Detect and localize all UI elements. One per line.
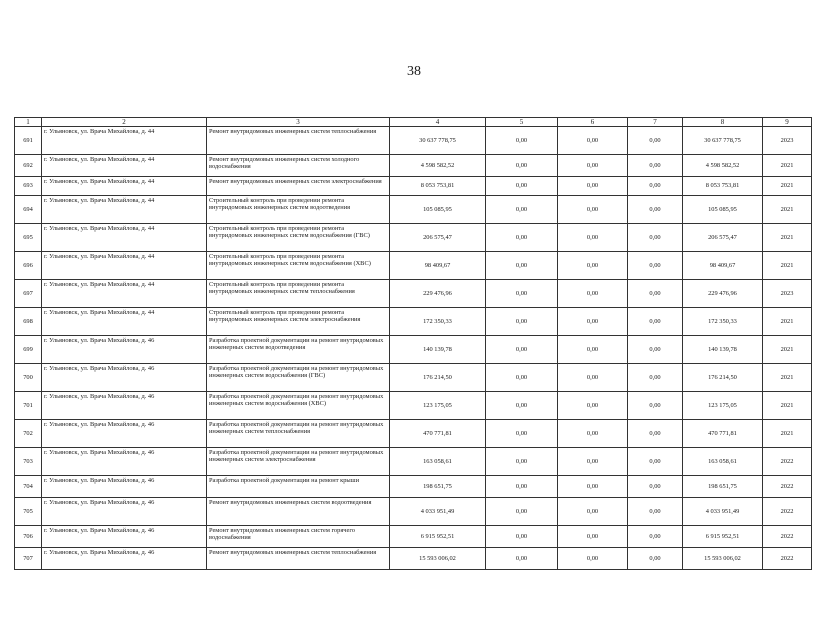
col6-cell: 0,00	[558, 420, 628, 448]
row-number: 705	[15, 498, 42, 526]
header-cell: 9	[763, 118, 812, 127]
year-cell: 2021	[763, 252, 812, 280]
capital-repair-table	[14, 117, 812, 570]
address-cell: г. Ульяновск, ул. Врача Михайлова, д. 46	[42, 548, 207, 570]
header-row	[15, 118, 812, 127]
address-cell: г. Ульяновск, ул. Врача Михайлова, д. 44	[42, 196, 207, 224]
work-type-cell: Ремонт внутридомовых инженерных систем холодного водоснабжения	[207, 155, 390, 177]
col7-cell: 0,00	[628, 224, 683, 252]
col5-cell: 0,00	[486, 420, 558, 448]
year-cell: 2021	[763, 177, 812, 196]
col7-cell: 0,00	[628, 177, 683, 196]
col7-cell: 0,00	[628, 127, 683, 155]
col5-cell: 0,00	[486, 476, 558, 498]
table-row	[15, 308, 812, 336]
row-number: 699	[15, 336, 42, 364]
address-cell: г. Ульяновск, ул. Врача Михайлова, д. 46	[42, 448, 207, 476]
work-type-cell: Разработка проектной документации на ремонт внутридомовых инженерных систем водоснабжения (ХВС)	[207, 392, 390, 420]
table-row	[15, 224, 812, 252]
col8-cell: 8 053 753,81	[683, 177, 763, 196]
table-row	[15, 526, 812, 548]
total-cost-cell: 163 058,61	[390, 448, 486, 476]
total-cost-cell: 6 915 952,51	[390, 526, 486, 548]
col7-cell: 0,00	[628, 196, 683, 224]
col8-cell: 163 058,61	[683, 448, 763, 476]
row-number: 702	[15, 420, 42, 448]
total-cost-cell: 8 053 753,81	[390, 177, 486, 196]
col6-cell: 0,00	[558, 155, 628, 177]
col6-cell: 0,00	[558, 224, 628, 252]
year-cell: 2022	[763, 548, 812, 570]
address-cell: г. Ульяновск, ул. Врача Михайлова, д. 44	[42, 177, 207, 196]
address-cell: г. Ульяновск, ул. Врача Михайлова, д. 44	[42, 224, 207, 252]
address-cell: г. Ульяновск, ул. Врача Михайлова, д. 44	[42, 308, 207, 336]
table-row	[15, 498, 812, 526]
table-row	[15, 155, 812, 177]
col8-cell: 206 575,47	[683, 224, 763, 252]
work-type-cell: Строительный контроль при проведении ремонта внутридомовых инженерных систем теплоснабжения	[207, 280, 390, 308]
table-row	[15, 177, 812, 196]
col8-cell: 15 593 006,02	[683, 548, 763, 570]
work-type-cell: Строительный контроль при проведении ремонта внутридомовых инженерных систем водоотведения	[207, 196, 390, 224]
total-cost-cell: 172 350,33	[390, 308, 486, 336]
work-type-cell: Строительный контроль при проведении ремонта внутридомовых инженерных систем электроснабжения	[207, 308, 390, 336]
col5-cell: 0,00	[486, 364, 558, 392]
header-cell: 6	[558, 118, 628, 127]
total-cost-cell: 123 175,05	[390, 392, 486, 420]
col6-cell: 0,00	[558, 177, 628, 196]
table-row	[15, 476, 812, 498]
col8-cell: 470 771,81	[683, 420, 763, 448]
col6-cell: 0,00	[558, 336, 628, 364]
row-number: 694	[15, 196, 42, 224]
col7-cell: 0,00	[628, 548, 683, 570]
row-number: 695	[15, 224, 42, 252]
address-cell: г. Ульяновск, ул. Врача Михайлова, д. 46	[42, 526, 207, 548]
row-number: 696	[15, 252, 42, 280]
address-cell: г. Ульяновск, ул. Врача Михайлова, д. 44	[42, 155, 207, 177]
col6-cell: 0,00	[558, 392, 628, 420]
col7-cell: 0,00	[628, 448, 683, 476]
col8-cell: 176 214,50	[683, 364, 763, 392]
table-row	[15, 252, 812, 280]
col5-cell: 0,00	[486, 308, 558, 336]
address-cell: г. Ульяновск, ул. Врача Михайлова, д. 46	[42, 498, 207, 526]
table-row	[15, 392, 812, 420]
address-cell: г. Ульяновск, ул. Врача Михайлова, д. 44	[42, 280, 207, 308]
table-body	[15, 118, 812, 570]
total-cost-cell: 4 598 582,52	[390, 155, 486, 177]
year-cell: 2023	[763, 127, 812, 155]
header-cell: 3	[207, 118, 390, 127]
col7-cell: 0,00	[628, 498, 683, 526]
work-type-cell: Разработка проектной документации на ремонт внутридомовых инженерных систем водоотведения	[207, 336, 390, 364]
col7-cell: 0,00	[628, 336, 683, 364]
year-cell: 2021	[763, 420, 812, 448]
table-row	[15, 364, 812, 392]
year-cell: 2021	[763, 336, 812, 364]
col5-cell: 0,00	[486, 548, 558, 570]
table-row	[15, 196, 812, 224]
col6-cell: 0,00	[558, 448, 628, 476]
year-cell: 2021	[763, 155, 812, 177]
work-type-cell: Ремонт внутридомовых инженерных систем электроснабжения	[207, 177, 390, 196]
col5-cell: 0,00	[486, 280, 558, 308]
year-cell: 2021	[763, 196, 812, 224]
col7-cell: 0,00	[628, 364, 683, 392]
total-cost-cell: 4 033 951,49	[390, 498, 486, 526]
total-cost-cell: 198 651,75	[390, 476, 486, 498]
col8-cell: 229 476,96	[683, 280, 763, 308]
total-cost-cell: 98 409,67	[390, 252, 486, 280]
row-number: 691	[15, 127, 42, 155]
col6-cell: 0,00	[558, 196, 628, 224]
row-number: 700	[15, 364, 42, 392]
col6-cell: 0,00	[558, 476, 628, 498]
year-cell: 2023	[763, 280, 812, 308]
work-type-cell: Ремонт внутридомовых инженерных систем теплоснабжения	[207, 548, 390, 570]
col7-cell: 0,00	[628, 308, 683, 336]
col5-cell: 0,00	[486, 155, 558, 177]
col5-cell: 0,00	[486, 196, 558, 224]
row-number: 697	[15, 280, 42, 308]
col8-cell: 6 915 952,51	[683, 526, 763, 548]
total-cost-cell: 229 476,96	[390, 280, 486, 308]
header-cell: 7	[628, 118, 683, 127]
year-cell: 2022	[763, 526, 812, 548]
address-cell: г. Ульяновск, ул. Врача Михайлова, д. 46	[42, 476, 207, 498]
col8-cell: 98 409,67	[683, 252, 763, 280]
col5-cell: 0,00	[486, 177, 558, 196]
row-number: 704	[15, 476, 42, 498]
address-cell: г. Ульяновск, ул. Врача Михайлова, д. 46	[42, 420, 207, 448]
col6-cell: 0,00	[558, 127, 628, 155]
col5-cell: 0,00	[486, 498, 558, 526]
col5-cell: 0,00	[486, 127, 558, 155]
work-type-cell: Разработка проектной документации на ремонт внутридомовых инженерных систем электроснабжения	[207, 448, 390, 476]
header-cell: 2	[42, 118, 207, 127]
year-cell: 2021	[763, 364, 812, 392]
col8-cell: 4 033 951,49	[683, 498, 763, 526]
col6-cell: 0,00	[558, 548, 628, 570]
row-number: 707	[15, 548, 42, 570]
total-cost-cell: 15 593 006,02	[390, 548, 486, 570]
work-type-cell: Строительный контроль при проведении ремонта внутридомовых инженерных систем водоснабжения (ХВС)	[207, 252, 390, 280]
address-cell: г. Ульяновск, ул. Врача Михайлова, д. 46	[42, 336, 207, 364]
col6-cell: 0,00	[558, 498, 628, 526]
year-cell: 2021	[763, 392, 812, 420]
address-cell: г. Ульяновск, ул. Врача Михайлова, д. 46	[42, 392, 207, 420]
table-row	[15, 280, 812, 308]
col8-cell: 123 175,05	[683, 392, 763, 420]
total-cost-cell: 105 085,95	[390, 196, 486, 224]
row-number: 701	[15, 392, 42, 420]
col8-cell: 30 637 778,75	[683, 127, 763, 155]
total-cost-cell: 176 214,50	[390, 364, 486, 392]
col5-cell: 0,00	[486, 252, 558, 280]
row-number: 698	[15, 308, 42, 336]
address-cell: г. Ульяновск, ул. Врача Михайлова, д. 46	[42, 364, 207, 392]
page-number: 38	[407, 64, 421, 79]
table-row	[15, 448, 812, 476]
row-number: 706	[15, 526, 42, 548]
col8-cell: 105 085,95	[683, 196, 763, 224]
header-cell: 5	[486, 118, 558, 127]
table-row	[15, 420, 812, 448]
year-cell: 2022	[763, 498, 812, 526]
table-row	[15, 548, 812, 570]
header-cell: 4	[390, 118, 486, 127]
col6-cell: 0,00	[558, 526, 628, 548]
header-cell: 8	[683, 118, 763, 127]
total-cost-cell: 30 637 778,75	[390, 127, 486, 155]
col7-cell: 0,00	[628, 280, 683, 308]
row-number: 692	[15, 155, 42, 177]
col6-cell: 0,00	[558, 308, 628, 336]
work-type-cell: Разработка проектной документации на ремонт крыши	[207, 476, 390, 498]
address-cell: г. Ульяновск, ул. Врача Михайлова, д. 44	[42, 252, 207, 280]
col5-cell: 0,00	[486, 392, 558, 420]
total-cost-cell: 470 771,81	[390, 420, 486, 448]
col7-cell: 0,00	[628, 155, 683, 177]
year-cell: 2021	[763, 224, 812, 252]
row-number: 693	[15, 177, 42, 196]
total-cost-cell: 140 139,78	[390, 336, 486, 364]
col8-cell: 198 651,75	[683, 476, 763, 498]
col7-cell: 0,00	[628, 252, 683, 280]
col5-cell: 0,00	[486, 224, 558, 252]
col7-cell: 0,00	[628, 476, 683, 498]
year-cell: 2021	[763, 308, 812, 336]
col7-cell: 0,00	[628, 392, 683, 420]
col8-cell: 172 350,33	[683, 308, 763, 336]
year-cell: 2022	[763, 476, 812, 498]
col7-cell: 0,00	[628, 420, 683, 448]
col8-cell: 4 598 582,52	[683, 155, 763, 177]
total-cost-cell: 206 575,47	[390, 224, 486, 252]
col5-cell: 0,00	[486, 448, 558, 476]
col6-cell: 0,00	[558, 280, 628, 308]
table-row	[15, 127, 812, 155]
work-type-cell: Ремонт внутридомовых инженерных систем водоотведения	[207, 498, 390, 526]
work-type-cell: Разработка проектной документации на ремонт внутридомовых инженерных систем теплоснабжения	[207, 420, 390, 448]
work-type-cell: Ремонт внутридомовых инженерных систем теплоснабжения	[207, 127, 390, 155]
table-row	[15, 336, 812, 364]
col5-cell: 0,00	[486, 336, 558, 364]
work-type-cell: Строительный контроль при проведении ремонта внутридомовых инженерных систем водоснабжения (ГВС)	[207, 224, 390, 252]
row-number: 703	[15, 448, 42, 476]
col5-cell: 0,00	[486, 526, 558, 548]
year-cell: 2022	[763, 448, 812, 476]
col6-cell: 0,00	[558, 364, 628, 392]
col8-cell: 140 139,78	[683, 336, 763, 364]
col7-cell: 0,00	[628, 526, 683, 548]
header-cell: 1	[15, 118, 42, 127]
col6-cell: 0,00	[558, 252, 628, 280]
work-type-cell: Разработка проектной документации на ремонт внутридомовых инженерных систем водоснабжения (ГВС)	[207, 364, 390, 392]
work-type-cell: Ремонт внутридомовых инженерных систем горячего водоснабжения	[207, 526, 390, 548]
address-cell: г. Ульяновск, ул. Врача Михайлова, д. 44	[42, 127, 207, 155]
